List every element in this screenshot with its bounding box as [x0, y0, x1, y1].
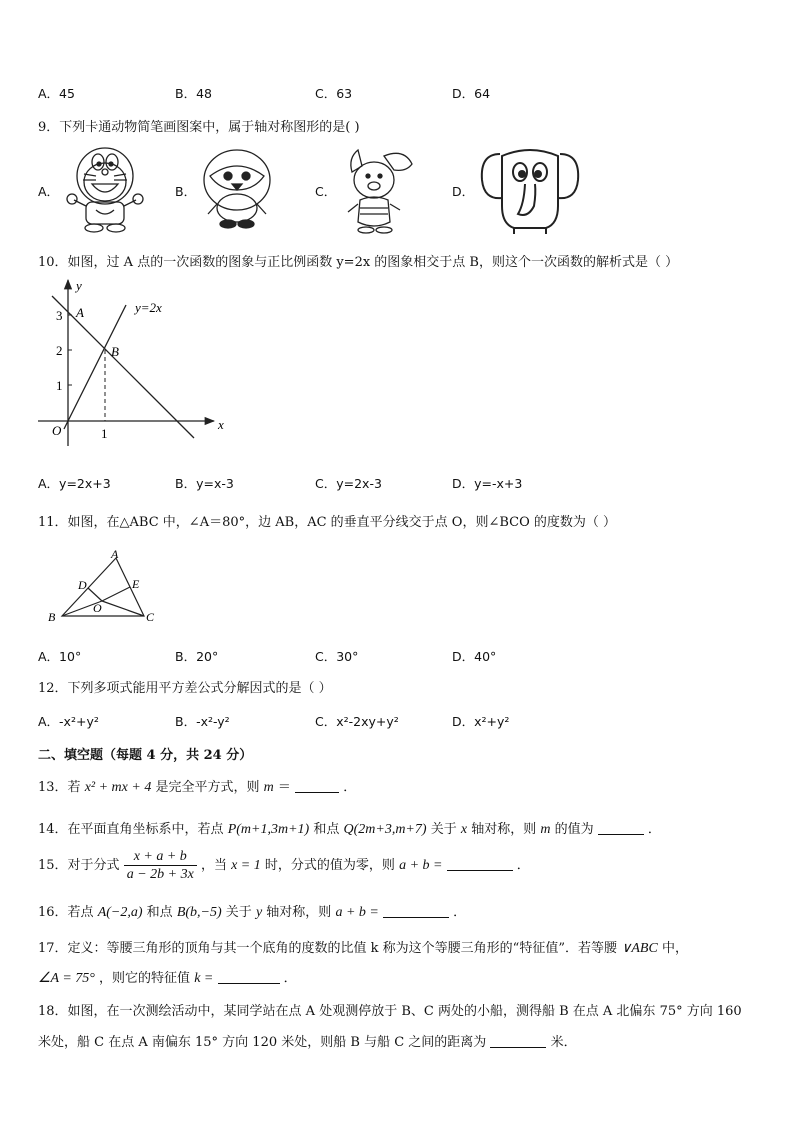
q17-answer-blank[interactable]: [218, 969, 280, 984]
q14-mid1: 和点: [313, 822, 340, 837]
q17-end: ．: [283, 971, 297, 986]
q14: [38, 818, 661, 838]
q16-end: ．: [453, 905, 467, 920]
q8-option-a[interactable]: A．45: [38, 86, 75, 101]
q15-prefix: 15．对于分式: [38, 858, 120, 873]
q10-option-b[interactable]: B．y=x-3: [175, 476, 234, 491]
piglet-picture: [338, 142, 418, 236]
q16-point-b: B(b,−5): [176, 905, 222, 920]
q11-option-d[interactable]: D．40°: [452, 649, 497, 664]
q16-mid3: 轴对称，则: [266, 905, 332, 920]
elephant-picture: [478, 144, 582, 236]
q18-end: 米．: [550, 1035, 577, 1050]
q13-equals: ＝: [277, 780, 291, 795]
q13-expression: x² + mx + 4: [84, 780, 152, 795]
q16: [38, 901, 466, 921]
q15-numerator: x + a + b: [124, 848, 197, 866]
linear-function-line: [52, 296, 194, 438]
q8-option-b[interactable]: B．48: [175, 86, 212, 101]
q9-label-d[interactable]: D．: [452, 184, 475, 199]
q14-point-q: Q(2m+3,m+7): [343, 822, 427, 837]
q15-fraction: [124, 848, 197, 883]
q10-function-graph: [38, 272, 238, 450]
q14-mid2: 关于: [430, 822, 457, 837]
point-o-label: O: [93, 601, 102, 615]
line-label: y=2x: [135, 300, 162, 315]
q17-line2: [38, 967, 297, 987]
q14-variable: m: [540, 822, 551, 837]
x-tick-1: 1: [101, 426, 108, 441]
q9-label-b[interactable]: B．: [175, 184, 197, 199]
q15-mid2: 时，分式的值为零，则: [264, 858, 395, 873]
q14-end: ．: [647, 822, 661, 837]
q9-label-c[interactable]: C．: [315, 184, 337, 199]
q18-line1: 18．如图，在一次测绘活动中，某同学站在点 A 处观测停放于 B、C 两处的小船，测得船 B 在点 A 北偏东 75° 方向 160: [38, 1004, 742, 1019]
q18-text: 米处，船 C 在点 A 南偏东 15° 方向 120 米处，则船 B 与船 C 之间的距离为: [38, 1035, 487, 1050]
q16-answer-blank[interactable]: [383, 903, 449, 918]
q9-label-a[interactable]: A．: [38, 184, 60, 199]
section-two-heading: 二、填空题（每题 4 分，共 24 分）: [38, 748, 253, 763]
q12-option-a[interactable]: A．-x²+y²: [38, 714, 99, 729]
q10-option-d[interactable]: D．y=-x+3: [452, 476, 523, 491]
q15-expression: a + b =: [399, 858, 443, 873]
q13-mid: 是完全平方式，则: [155, 780, 260, 795]
q16-expression: a + b =: [335, 905, 379, 920]
point-d-label: D: [78, 578, 87, 592]
q16-point-a: A(−2,a): [97, 905, 143, 920]
point-e-label: E: [132, 577, 140, 591]
q15-answer-blank[interactable]: [447, 856, 513, 871]
q11-option-c[interactable]: C．30°: [315, 649, 359, 664]
q17-triangle: ∨ABC: [621, 941, 658, 956]
q13: [38, 776, 356, 796]
y-tick-1: 1: [56, 378, 63, 393]
q13-end: ．: [343, 780, 357, 795]
q16-mid2: 关于: [225, 905, 252, 920]
q14-prefix: 14．在平面直角坐标系中，若点: [38, 822, 224, 837]
q12-stem: 12．下列多项式能用平方差公式分解因式的是（ ）: [38, 681, 332, 696]
q13-prefix: 13．若: [38, 780, 81, 795]
q13-answer-blank[interactable]: [295, 778, 339, 793]
y-tick-3: 3: [56, 308, 63, 323]
q18-answer-blank[interactable]: [490, 1033, 546, 1048]
point-b-label: B: [111, 344, 119, 359]
q12-option-d[interactable]: D．x²+y²: [452, 714, 510, 729]
q11-option-a[interactable]: A．10°: [38, 649, 82, 664]
q15-end: ．: [516, 858, 530, 873]
q17-line2-mid: ，则它的特征值: [99, 971, 191, 986]
q16-prefix: 16．若点: [38, 905, 94, 920]
q10-option-a[interactable]: A．y=2x+3: [38, 476, 111, 491]
q11-option-b[interactable]: B．20°: [175, 649, 219, 664]
q10-stem: 10．如图，过 A 点的一次函数的图象与正比例函数 y=2x 的图象相交于点 B，则这个一次函数的解析式是（ ）: [38, 255, 679, 270]
vertex-b-label: B: [48, 610, 56, 624]
y-axis-label: y: [76, 278, 82, 293]
q18-line2: [38, 1031, 577, 1050]
vertex-a-label: A: [111, 547, 119, 561]
point-a-label: A: [76, 305, 84, 320]
x-axis-label: x: [218, 417, 224, 432]
q11-stem: 11．如图，在△ABC 中，∠A＝80°，边 AB，AC 的垂直平分线交于点 O，则∠BCO 的度数为（ ）: [38, 515, 617, 530]
origin-label: O: [52, 423, 62, 438]
doraemon-picture: [62, 142, 148, 234]
q14-point-p: P(m+1,3m+1): [227, 822, 310, 837]
q13-variable: m: [263, 780, 274, 795]
q12-option-b[interactable]: B．-x²-y²: [175, 714, 230, 729]
q17-line1-end: 中，: [661, 941, 688, 956]
q16-mid1: 和点: [146, 905, 173, 920]
q12-option-c[interactable]: C．x²-2xy+y²: [315, 714, 399, 729]
penguin-picture: [198, 146, 276, 230]
q10-option-c[interactable]: C．y=2x-3: [315, 476, 382, 491]
q14-answer-blank[interactable]: [598, 820, 644, 835]
q17-angle: ∠A = 75°: [38, 971, 95, 986]
q14-mid3: 轴对称，则: [471, 822, 537, 837]
q17-line1: [38, 937, 688, 957]
q16-axis: y: [255, 905, 263, 920]
q14-axis: x: [460, 822, 468, 837]
y-tick-2: 2: [56, 343, 63, 358]
q8-option-c[interactable]: C．63: [315, 86, 353, 101]
q15: [38, 848, 530, 883]
q15-mid: ，当: [200, 858, 227, 873]
q14-post: 的值为: [554, 822, 594, 837]
q15-condition: x = 1: [231, 858, 261, 873]
q8-option-d[interactable]: D．64: [452, 86, 491, 101]
q17-k-variable: k =: [194, 971, 214, 986]
q15-denominator: a − 2b + 3x: [126, 867, 194, 882]
q9-stem: 9．下列卡通动物简笔画图案中，属于轴对称图形的是( ): [38, 120, 360, 135]
q17-text: 17．定义：等腰三角形的顶角与其一个底角的度数的比值 k 称为这个等腰三角形的“特征值”．若等腰: [38, 941, 617, 956]
vertex-c-label: C: [146, 610, 155, 624]
proportional-function-line: [64, 305, 126, 429]
q11-triangle-figure: [44, 546, 168, 628]
